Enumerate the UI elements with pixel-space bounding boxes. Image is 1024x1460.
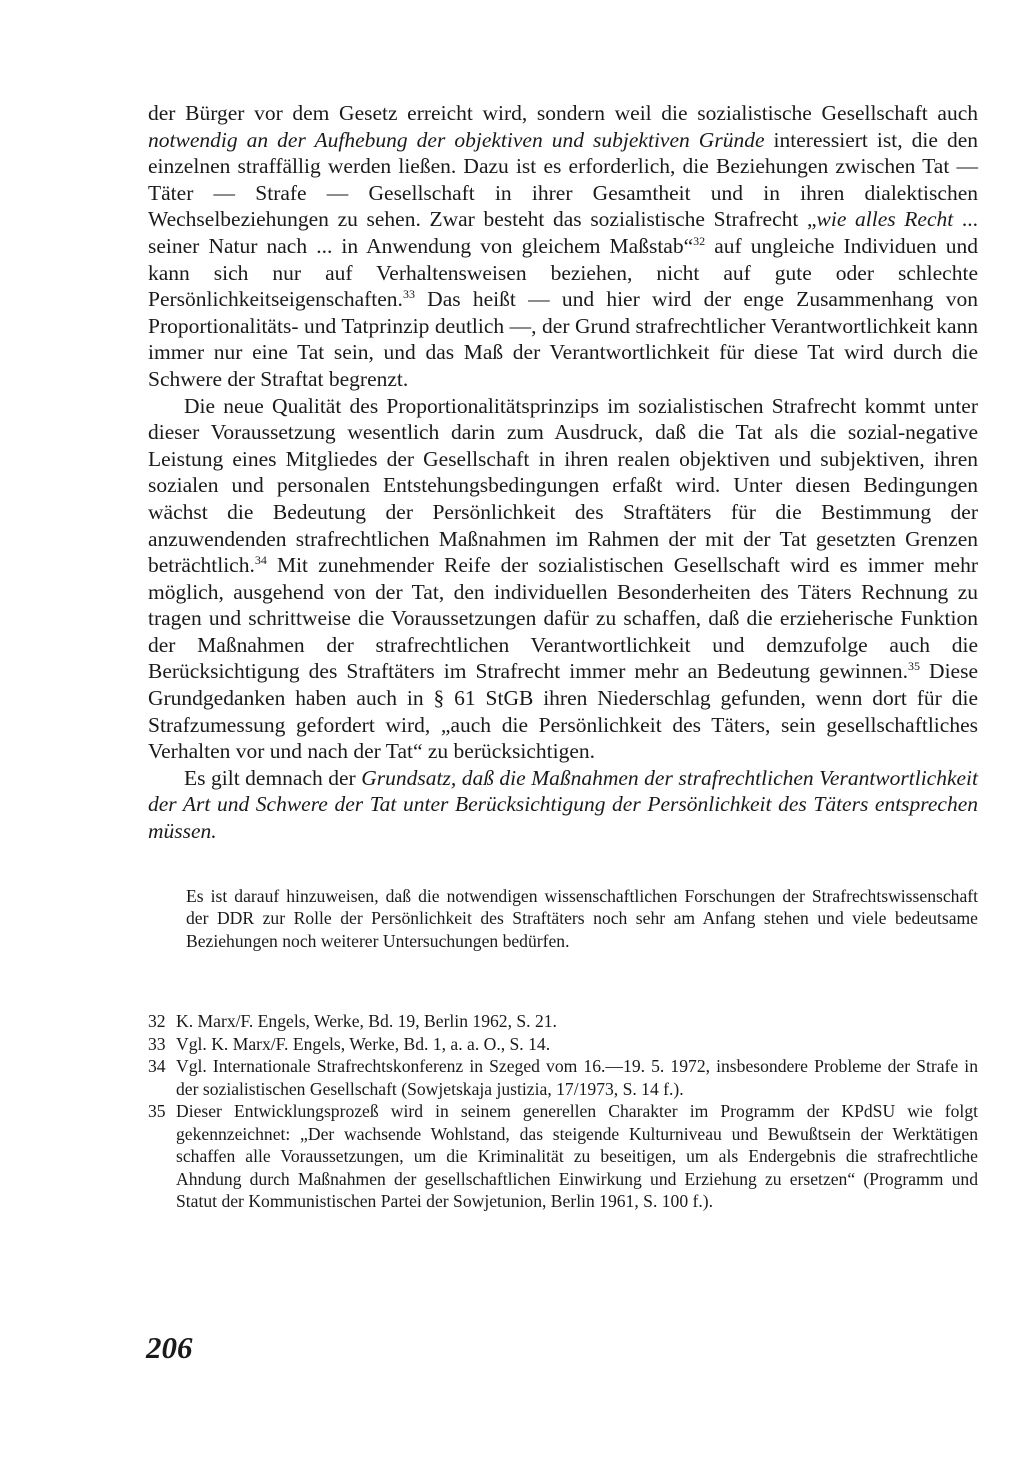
footnote-text: Vgl. Internationale Strafrechtskonferenz in Szeged vom 16.—19. 5. 1972, insbesondere Probleme der Strafe in der sozialistischen Gesellschaft (Sowjetskaja justizia, 17/1973, S. 14 f.). bbox=[176, 1056, 978, 1099]
text-run: auf ungleiche Individuen und kann sich nur auf Verhaltensweisen beziehen, nicht auf gute oder schlechte Persönlichkeitseigenschaften. bbox=[148, 233, 978, 312]
footnote-ref-33[interactable]: 33 bbox=[402, 287, 415, 302]
footnote-32 bbox=[148, 1010, 978, 1033]
footnote-number: 32 bbox=[148, 1011, 166, 1032]
body-paragraph-2 bbox=[148, 393, 978, 765]
footnotes bbox=[148, 1010, 978, 1213]
footnote-text: Dieser Entwicklungsprozeß wird in seinem generellen Charakter im Programm der KPdSU wie folgt gekennzeichnet: „Der wachsende Wohlstand, das steigende Kulturniveau und Bewußtsein der Werktätigen schaffen alle Voraussetzungen, um die Kriminalität zu beseitigen, um als Endergebnis die strafrechtliche Ahndung durch Maßnahmen der gesellschaftlichen Einwirkung und Erziehung zu ersetzen“ (Programm und Statut der Kommunistischen Partei der Sowjetunion, Berlin 1961, S. 100 f.). bbox=[176, 1101, 978, 1212]
text-run: interessiert ist, die den einzelnen straffällig werden ließen. Dazu ist es erforderlich, die Beziehungen zwischen Tat — Täter — Strafe — Gesellschaft in ihrer Gesamtheit und in ihren dialektischen Wechselbeziehungen zu sehen. Zwar besteht das sozialistische Strafrecht „ bbox=[148, 127, 978, 232]
text-run: Es gilt demnach der bbox=[184, 765, 362, 790]
text-run: Die neue Qualität des Proportionalitätsprinzips im sozialistischen Strafrecht kommt unter dieser Voraussetzung wesentlich darin zum Ausdruck, daß die Tat als die sozial-negative Leistung eines Mitgliedes der Gesellschaft in ihren realen objektiven und subjektiven, ihren sozialen und personalen Entstehungsbedingungen erfaßt wird. Unter diesen Bedingungen wächst die Bedeutung der Persönlichkeit des Straftäters für die Bestimmung der anzuwendenden strafrechtlichen Maßnahmen im Rahmen der mit der Tat gesetzten Grenzen beträchtlich. bbox=[148, 393, 978, 578]
italic-quote: wie alles Recht bbox=[816, 207, 954, 232]
text-run: ... seiner Natur nach ... in Anwendung von gleichem Maßstab“ bbox=[148, 207, 978, 258]
italic-principle: Grundsatz, daß die Maßnahmen der strafrechtlichen Verantwortlichkeit der Art und Schwere der Tat unter Berücksichtigung der Persönlichkeit des Täters entsprechen müssen. bbox=[148, 765, 978, 844]
footnote-number: 34 bbox=[148, 1056, 166, 1077]
text-run: Mit zunehmender Reife der sozialistischen Gesellschaft wird es immer mehr möglich, ausgehend von der Tat, den individuellen Besonderheiten des Täters Rechnung zu tragen und schrittweise die Voraussetzungen dafür zu schaffen, daß die erzieherische Funktion der Maßnahmen der strafrechtlichen Verantwortlichkeit und demzufolge auch die Berücksichtigung des Straftäters im Strafrecht immer mehr an Bedeutung gewinnen. bbox=[148, 553, 978, 684]
footnote-text: Vgl. K. Marx/F. Engels, Werke, Bd. 1, a. a. O., S. 14. bbox=[176, 1033, 551, 1054]
italic-emphasis: notwendig an der Aufhebung der objektiven und subjektiven Gründe bbox=[148, 127, 765, 152]
body-paragraph-3 bbox=[148, 765, 978, 845]
footnote-ref-35[interactable]: 35 bbox=[908, 659, 921, 674]
footnote-ref-32[interactable]: 32 bbox=[693, 233, 706, 248]
footnote-number: 33 bbox=[148, 1033, 166, 1054]
body-paragraph-1 bbox=[148, 100, 978, 393]
text-run: der Bürger vor dem Gesetz erreicht wird, sondern weil die sozialistische Gesellschaft auch bbox=[148, 101, 978, 125]
page-number: 206 bbox=[146, 1330, 193, 1365]
footnote-34 bbox=[148, 1055, 978, 1100]
footnote-ref-34[interactable]: 34 bbox=[254, 553, 267, 568]
small-print-note: Es ist darauf hinzuweisen, daß die notwendigen wissenschaftlichen Forschungen der Strafrechtswissenschaft der DDR zur Rolle der Persönlichkeit des Straftäters noch sehr am Anfang stehen und viele bedeutsame Beziehungen noch weiterer Untersuchungen bedürfen. bbox=[186, 885, 978, 951]
footnote-33 bbox=[148, 1033, 978, 1056]
footnote-text: K. Marx/F. Engels, Werke, Bd. 19, Berlin 1962, S. 21. bbox=[176, 1011, 557, 1032]
footnote-35 bbox=[148, 1100, 978, 1213]
footnote-number: 35 bbox=[148, 1101, 166, 1122]
text-run: Diese Grundgedanken haben auch in § 61 StGB ihren Niederschlag gefunden, wenn dort für die Strafzumessung gefordert wird, „auch die Persönlichkeit des Täters, sein gesellschaftliches Verhalten vor und nach der Tat“ zu berücksichtigen. bbox=[148, 659, 979, 764]
text-run: Das heißt — und hier wird der enge Zusammenhang von Proportionalitäts- und Tatprinzip deutlich —, der Grund strafrechtlicher Verantwortlichkeit kann immer nur eine Tat sein, und das Maß der Verantwortlichkeit für diese Tat wird durch die Schwere der Straftat begrenzt. bbox=[148, 287, 978, 391]
